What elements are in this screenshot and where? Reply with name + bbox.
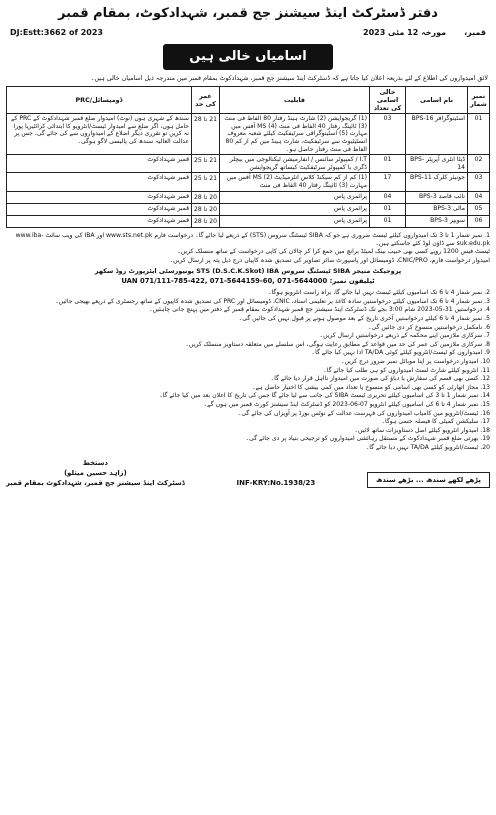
office-title: دفتر ڈسٹرکٹ اینڈ سیشنز جج قمبر، شہدادکوٹ، بمقام قمبر — [58, 6, 438, 21]
header-domicile: ڈومیسائل/PRC — [7, 87, 192, 114]
slogan-stamp: پڑھے لکھے سندھ ... بڑھے سندھ — [367, 472, 490, 488]
uan-phone: UAN 071/111-785-422, 071-5644159-60, 071-5644000 :ٹیلیفون نمبر — [121, 276, 375, 285]
note-item: 16. ٹیسٹ/انٹرویو میں کامیاب امیدواروں کی فہرست عدالت کے نوٹس بورڈ پر آویزاں کی جائے گی۔ — [237, 409, 490, 417]
row-serial: 02 — [468, 155, 490, 173]
row-post-name: اسٹینوگرافر BPS-16 — [406, 114, 468, 155]
table-row — [7, 173, 490, 191]
row-post-name: ڈیٹا انٹری آپریٹر BPS-14 — [406, 155, 468, 173]
note-item: 1. نمبر شمار 1 تا 3 تک امیدواروں کیلئے ٹیسٹ ضروری ہے جو کہ SIBA ٹیسٹنگ سروس (STS) کے ذریعے لیا جائے گا۔ درخواست فارم www.sts.net.pk اور IBA کی ویب سائٹ www.iba-suk.edu.pk سے ڈاؤن لوڈ کئے جاسکتے ہیں۔ — [15, 232, 490, 247]
note-item: ٹیسٹ فیس 1200 روپے کسی بھی حبیب بینک لمیٹڈ برانچ میں جمع کرا کر چالان کی کاپی درخواست کے ساتھ منسلک کریں۔ — [177, 248, 490, 256]
row-domicile: قمبر شہدادکوٹ — [7, 155, 192, 173]
row-vacancies: 04 — [370, 191, 406, 203]
row-qualification: پرائمری پاس — [220, 203, 370, 215]
intro-text: لائق امیدواروں کی اطلاع کے لئے بذریعہ اعلان کیا جاتا ہے کہ ڈسٹرکٹ اینڈ سیشنز جج قمبر، شہدادکوٹ بمقام قمبر میں مندرجہ ذیل اسامیاں خالی ہیں۔ — [90, 75, 488, 83]
header-age-limit: عمر کی حد — [192, 87, 220, 114]
row-qualification: I.T / کمپیوٹر سائنس / انفارمیشن ٹیکنالوجی میں بیچلر ڈگری یا کمپیوٹر سرٹیفکیٹ کیساتھ گریجوایشن — [220, 155, 370, 173]
signature-block — [6, 458, 185, 489]
row-serial: 05 — [468, 203, 490, 215]
place: قمبر، — [464, 28, 486, 38]
inf-number: INF-KRY:No.1938/23 — [236, 479, 316, 488]
footer — [6, 458, 490, 489]
row-domicile: قمبر شہدادکوٹ — [7, 191, 192, 203]
note-item: 12. کسی بھی قسم کی سفارش یا دباؤ کی صورت میں امیدوار نااہل قرار دیا جائے گا۔ — [270, 375, 490, 383]
row-age-limit: 20 تا 28 — [192, 215, 220, 227]
notes-list — [6, 289, 490, 452]
footer-left — [6, 458, 185, 489]
row-serial: 06 — [468, 215, 490, 227]
row-qualification: پرائمری پاس — [220, 215, 370, 227]
note-item: 4. درخواستیں 31-05-2023 شام 3:00 بجے تک ڈسٹرکٹ اینڈ سیشنز جج قمبر شہدادکوٹ بمقام قمبر کے دفتر میں پہنچ جانی چاہئیں۔ — [149, 306, 490, 314]
note-item: 8. سرکاری ملازمین کی عمر کی حد میں قواعد کے مطابق رعایت ہوگی، اس سلسلے میں متعلقہ دستاویز منسلک کریں۔ — [185, 340, 490, 348]
vacancies-banner: اسامیاں خالی ہیں — [163, 44, 333, 70]
signature-label: دستخط — [82, 458, 108, 467]
issue-date: مورخہ 12 مئی 2023 — [363, 28, 447, 38]
header-post-name: نام اسامی — [406, 87, 468, 114]
row-vacancies: 17 — [370, 173, 406, 191]
row-vacancies: 03 — [370, 114, 406, 155]
note-item: امیدوار درخواست فارم، CNIC/PRO، ڈومیسائل اور پاسپورٹ سائز تصاویر کی تصدیق شدہ کاپیاں درج ذیل پتہ پر ارسال کریں۔ — [169, 256, 490, 264]
table-row — [7, 191, 490, 203]
row-serial: 01 — [468, 114, 490, 155]
contact-address: پروجیکٹ منیجر SIBA ٹیسٹنگ سروس STS (D.S.C.K.Skot) IBA یونیورسٹی ایئرپورٹ روڈ سکھر — [94, 267, 402, 276]
note-item: 18. امیدوار انٹرویو کیلئے اصل دستاویزات ساتھ لائیں۔ — [354, 426, 490, 434]
row-age-limit: 20 تا 28 — [192, 203, 220, 215]
note-item: 6. نامکمل درخواستیں منسوخ کر دی جائیں گی۔ — [367, 323, 490, 331]
row-post-name: نائب قاصد BPS-3 — [406, 191, 468, 203]
table-row — [7, 155, 490, 173]
row-post-name: سویپر BPS-3 — [406, 215, 468, 227]
signatory-name: (زاہد حسین میتلو) — [64, 468, 127, 477]
row-age-limit: 21 تا 25 — [192, 155, 220, 173]
place-date — [363, 28, 486, 38]
vacancies-table — [6, 86, 490, 228]
row-qualification: پرائمری پاس — [220, 191, 370, 203]
row-qualification: (1) کم از کم سیکنڈ کلاس انٹرمیڈیٹ (2) MS آفس میں مہارت (3) ٹائپنگ رفتار 40 الفاظ فی منٹ — [220, 173, 370, 191]
row-domicile: قمبر شہدادکوٹ — [7, 173, 192, 191]
row-qualification: (1) گریجوایشن (2) شارٹ ہینڈ رفتار 80 الفاظ فی منٹ (3) ٹائپنگ رفتار 40 الفاظ فی منٹ (4) MS آفس میں مہارت (5) اسٹینوگرافی سرٹیفکیٹ کیلئے شعبہ معروف انسٹیٹیوٹ سے سرٹیفکیٹ، شارٹ ہینڈ میں کم از کم 80 الفاظ فی منٹ رفتار حاصل ہو۔ — [220, 114, 370, 155]
table-row — [7, 215, 490, 227]
note-item: 7. سرکاری ملازمین اپنے محکمہ کے ذریعے درخواستیں ارسال کریں۔ — [319, 332, 490, 340]
header-qualification: قابلیت — [220, 87, 370, 114]
note-item: 11. انٹرویو کیلئے شارٹ لسٹ امیدواروں کو ہی طلب کیا جائے گا۔ — [323, 366, 490, 374]
row-post-name: جونیئر کلرک BPS-11 — [406, 173, 468, 191]
table-row — [7, 114, 490, 155]
signatory-designation: ڈسٹرکٹ اینڈ سیشنز جج قمبر، شہدادکوٹ بمقام قمبر — [6, 479, 185, 488]
note-item: 19. بھرتی ضلع قمبر شہدادکوٹ کے مستقل رہائشی امیدواروں کو ترجیحی بنیاد پر دی جائے گی۔ — [245, 435, 490, 443]
header-vacancies: خالی اسامی کی تعداد — [370, 87, 406, 114]
table-row — [7, 203, 490, 215]
note-item: 15. نمبر شمار 4 تا 6 کی اسامیوں کیلئے انٹرویو 07-06-2023 کو ڈسٹرکٹ اینڈ سیشنز کورٹ قمبر میں ہوں گے۔ — [203, 400, 490, 408]
header-serial: نمبر شمار — [468, 87, 490, 114]
note-item: 3. نمبر شمار 4 تا 6 تک اسامیوں کیلئے درخواستیں سادہ کاغذ پر تعلیمی اسناد، CNIC، ڈومیسائل اور PRC کی تصدیق شدہ کاپیوں کے ساتھ رجسٹری کے ذریعے بھیجی جائیں۔ — [55, 297, 490, 305]
row-vacancies: 01 — [370, 215, 406, 227]
note-item: 10. امیدوار درخواست پر اپنا موبائل نمبر ضرور درج کریں۔ — [340, 357, 490, 365]
table-header-row — [7, 87, 490, 114]
row-domicile: سندھ کے شہری ہوں (نوٹ) امیدوار ضلع قمبر شہدادکوٹ کے PRC کے حامل ہوں، اگر ضلع سے امیدوار ٹیسٹ/انٹرویو کا ابتدائی کرائٹیریا پورا نہ کریں تو تقرری دیگر اضلاع کے امیدواروں سے کی جائے گی، جس پر عدالت العالیہ سندھ کی پالیسی لاگو ہوگی۔ — [7, 114, 192, 155]
reference-line — [10, 28, 486, 38]
note-item: 17. سلیکشن کمیٹی کا فیصلہ حتمی ہوگا۔ — [381, 418, 490, 426]
row-serial: 03 — [468, 173, 490, 191]
row-age-limit: 21 تا 28 — [192, 114, 220, 155]
note-item: 13. مجاز اتھارٹی کو کسی بھی اسامی کو منسوخ یا تعداد میں کمی بیشی کا اختیار حاصل ہے۔ — [251, 383, 490, 391]
row-post-name: مالی BPS-3 — [406, 203, 468, 215]
note-item: 9. امیدواروں کو ٹیسٹ/انٹرویو کیلئے کوئی TA/DA ادا نہیں کیا جائے گا۔ — [311, 349, 490, 357]
note-item: 5. نمبر شمار 4 تا 6 کیلئے درخواستیں آخری تاریخ کے بعد موصول ہونے پر قبول نہیں کی جائیں گی۔ — [238, 314, 490, 322]
row-age-limit: 21 تا 25 — [192, 173, 220, 191]
row-vacancies: 01 — [370, 155, 406, 173]
row-age-limit: 20 تا 28 — [192, 191, 220, 203]
notes-top — [6, 232, 490, 264]
reference-number: DJ:Estt:3662 of 2023 — [10, 28, 103, 38]
note-item: 2. نمبر شمار 4 تا 6 تک اسامیوں کیلئے ٹیسٹ نہیں لیا جائے گا، براہ راست انٹرویو ہوگا۔ — [268, 289, 490, 297]
row-domicile: قمبر شہدادکوٹ — [7, 203, 192, 215]
row-vacancies: 01 — [370, 203, 406, 215]
note-item: 20. ٹیسٹ/انٹرویو کیلئے TA/DA نہیں دیا جائے گا۔ — [365, 444, 490, 452]
row-domicile: قمبر شہدادکوٹ — [7, 215, 192, 227]
row-serial: 04 — [468, 191, 490, 203]
note-item: 14. نمبر شمار 1 تا 3 کی اسامیوں کیلئے تحریری ٹیسٹ SIBA کی جانب سے لیا جائے گا جس کی تاریخ کا اعلان بعد میں کیا جائے گا۔ — [159, 392, 490, 400]
